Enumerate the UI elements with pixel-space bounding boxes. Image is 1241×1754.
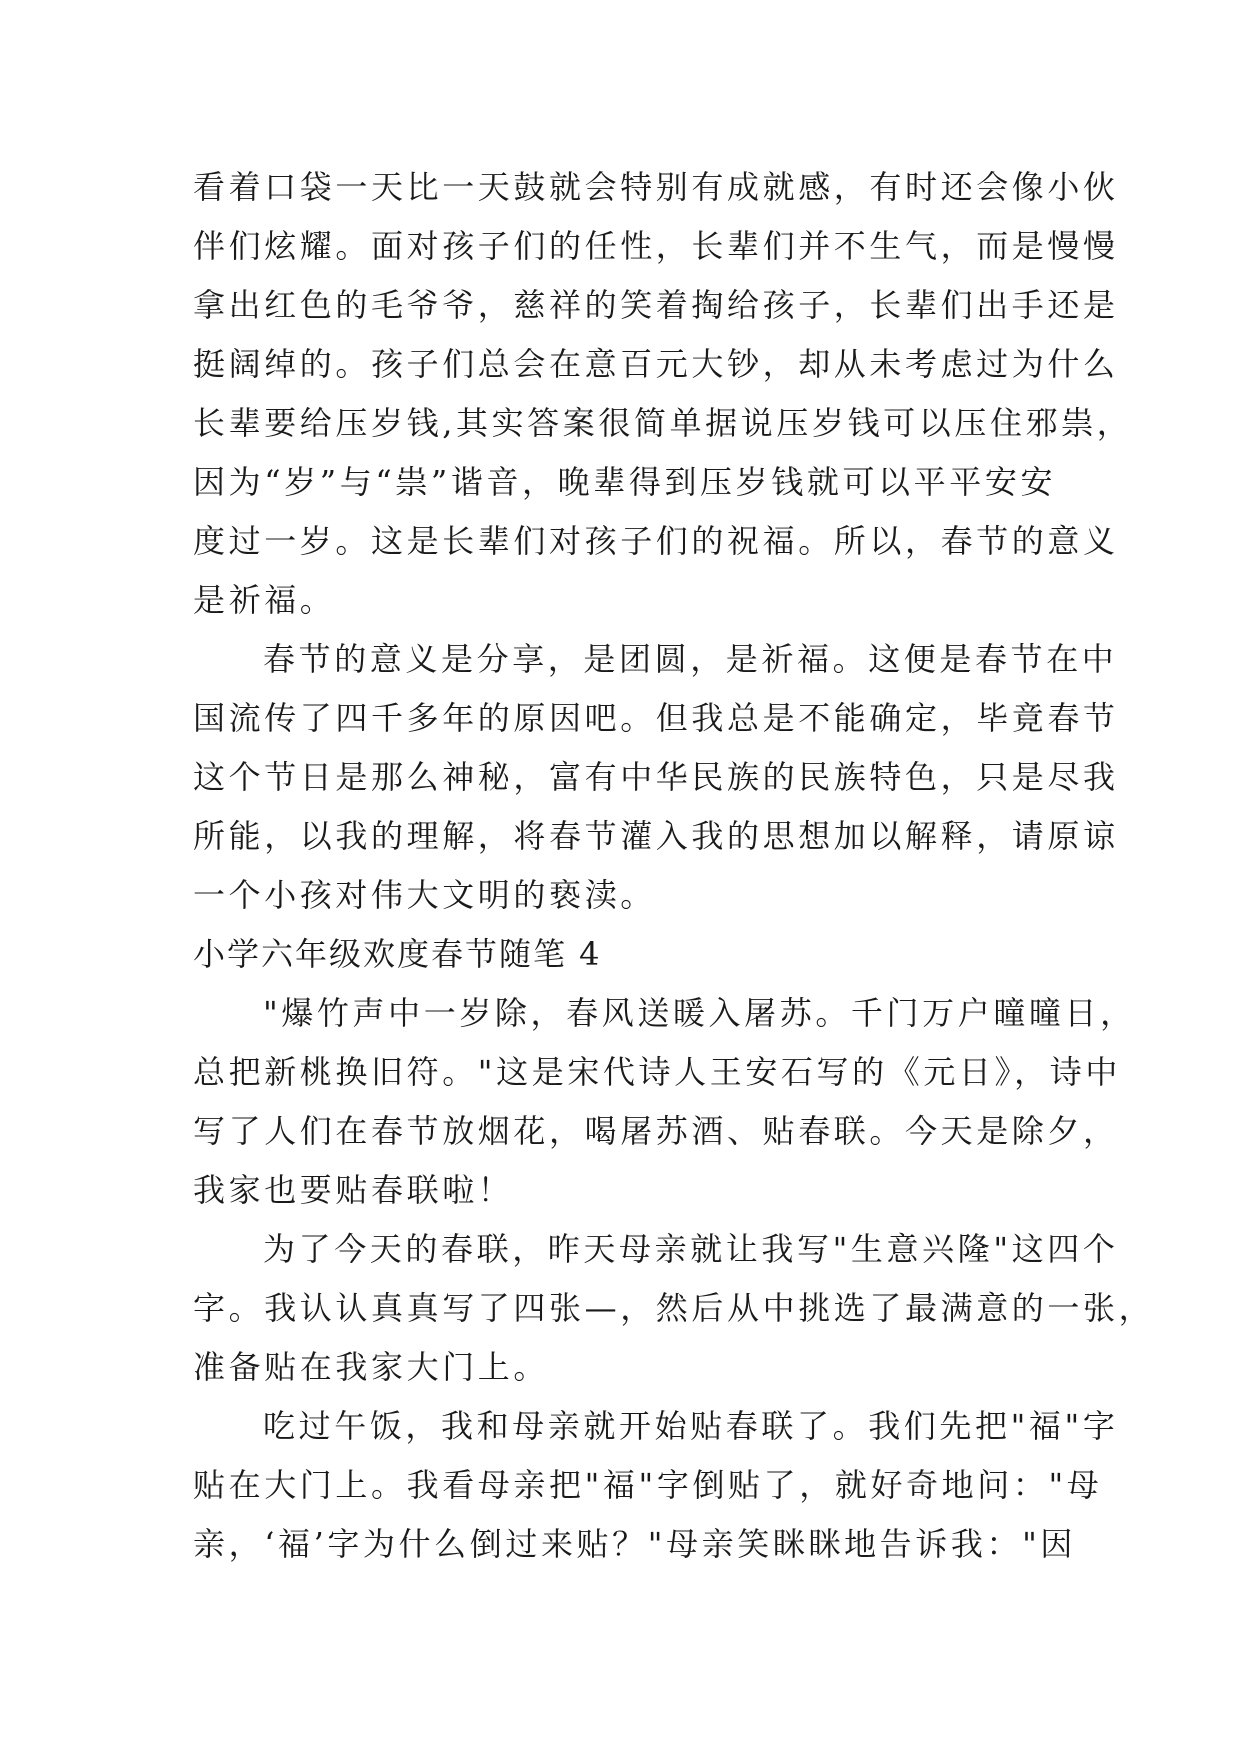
text-line: 字。我认认真真写了四张—，然后从中挑选了最满意的一张， xyxy=(193,1289,1155,1327)
text-line: 一个小孩对伟大文明的亵渎。 xyxy=(193,876,656,914)
text-line: "爆竹声中一岁除，春风送暖入屠苏。千门万户曈曈日， xyxy=(263,994,1136,1032)
text-line: 这个节日是那么神秘，富有中华民族的民族特色，只是尽我 xyxy=(193,758,1119,796)
text-line: 亲，‘福’字为什么倒过来贴？"母亲笑眯眯地告诉我："因 xyxy=(193,1525,1076,1563)
text-line: 因为“岁”与“祟”谐音，晚辈得到压岁钱就可以平平安安 xyxy=(193,463,1057,501)
text-line: 是祈福。 xyxy=(193,581,336,619)
section-heading: 小学六年级欢度春节随笔 4 xyxy=(193,935,602,973)
text-line: 我家也要贴春联啦！ xyxy=(193,1171,514,1209)
text-line: 伴们炫耀。面对孩子们的任性，长辈们并不生气，而是慢慢 xyxy=(193,227,1119,265)
text-line: 长辈要给压岁钱,其实答案很简单据说压岁钱可以压住邪祟， xyxy=(193,404,1133,442)
text-line: 国流传了四千多年的原因吧。但我总是不能确定，毕竟春节 xyxy=(193,699,1119,737)
text-line: 为了今天的春联，昨天母亲就让我写"生意兴隆"这四个 xyxy=(263,1230,1119,1268)
text-line: 拿出红色的毛爷爷，慈祥的笑着掏给孩子，长辈们出手还是 xyxy=(193,286,1119,324)
document-body xyxy=(193,158,1155,1574)
text-line: 准备贴在我家大门上。 xyxy=(193,1348,550,1386)
text-line: 所能，以我的理解，将春节灌入我的思想加以解释，请原谅 xyxy=(193,817,1119,855)
text-line: 贴在大门上。我看母亲把"福"字倒贴了，就好奇地问："母 xyxy=(193,1466,1103,1504)
text-line: 度过一岁。这是长辈们对孩子们的祝福。所以，春节的意义 xyxy=(193,522,1119,560)
text-line: 春节的意义是分享，是团圆，是祈福。这便是春节在中 xyxy=(263,640,1118,678)
text-line: 看着口袋一天比一天鼓就会特别有成就感，有时还会像小伙 xyxy=(193,168,1119,206)
text-line: 写了人们在春节放烟花，喝屠苏酒、贴春联。今天是除夕， xyxy=(193,1112,1119,1150)
text-line: 总把新桃换旧符。"这是宋代诗人王安石写的《元日》，诗中 xyxy=(193,1053,1121,1091)
text-line: 挺阔绰的。孩子们总会在意百元大钞，却从未考虑过为什么 xyxy=(193,345,1119,383)
text-line: 吃过午饭，我和母亲就开始贴春联了。我们先把"福"字 xyxy=(263,1407,1119,1445)
